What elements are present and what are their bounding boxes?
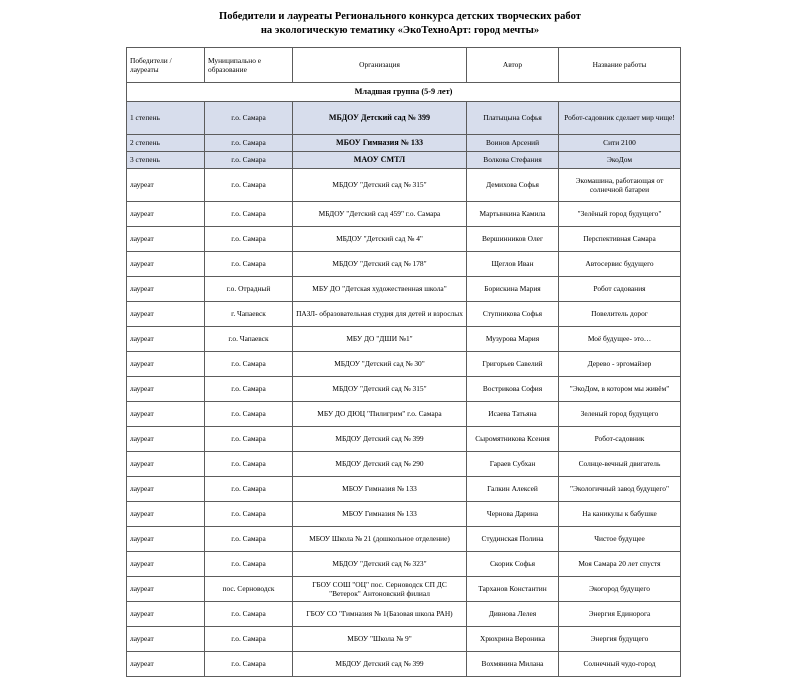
page-title-line-2: на экологическую тематику «ЭкоТехноАрт: город мечты» (260, 25, 540, 36)
row-author: Чернова Дарина (467, 502, 559, 527)
row-work: "Экологичный завод будущего" (559, 477, 681, 502)
row-author: Платыцына Софья (467, 102, 559, 135)
row-author: Гараев Субхан (467, 452, 559, 477)
row-municipality: г.о. Самара (205, 527, 293, 552)
row-municipality: г.о. Самара (205, 627, 293, 652)
row-work: Автосервис будущего (559, 252, 681, 277)
row-work: Дерево - эргомайзер (559, 352, 681, 377)
table-row (127, 277, 681, 302)
title-spacer (0, 38, 800, 47)
row-organization: МБДОУ "Детский сад № 30" (293, 352, 467, 377)
row-work: Солнечный чудо-город (559, 652, 681, 677)
row-place: лауреат (127, 402, 205, 427)
row-municipality: г.о. Самара (205, 502, 293, 527)
row-municipality: г.о. Самара (205, 652, 293, 677)
row-place: лауреат (127, 627, 205, 652)
table-row (127, 327, 681, 352)
row-author: Дивнова Лелея (467, 602, 559, 627)
row-work: Моя Самара 20 лет спустя (559, 552, 681, 577)
row-organization: МБОУ Гимназия № 133 (293, 477, 467, 502)
column-header-place: Победители / лауреаты (127, 48, 205, 83)
row-organization: МАОУ СМТЛ (293, 152, 467, 169)
table-row (127, 377, 681, 402)
row-municipality: г.о. Самара (205, 427, 293, 452)
row-organization: ГБОУ СО "Гимназия № 1(Базовая школа РАН) (293, 602, 467, 627)
row-municipality: г.о. Самара (205, 102, 293, 135)
row-work: Робот садования (559, 277, 681, 302)
table-row (127, 152, 681, 169)
row-place: лауреат (127, 169, 205, 202)
row-municipality: пос. Серноводск (205, 577, 293, 602)
row-organization: МБОУ "Школа № 9" (293, 627, 467, 652)
row-author: Щеглов Иван (467, 252, 559, 277)
row-organization: МБДОУ "Детский сад № 315" (293, 169, 467, 202)
row-work: Сити 2100 (559, 135, 681, 152)
row-work: Энергия будущего (559, 627, 681, 652)
row-municipality: г. Чапаевск (205, 302, 293, 327)
row-municipality: г.о. Самара (205, 552, 293, 577)
row-organization: МБДОУ "Детский сад № 315" (293, 377, 467, 402)
row-organization: ПАЗЛ- образовательная студия для детей и взрослых (293, 302, 467, 327)
table-header-row (127, 48, 681, 83)
row-organization: МБОУ Гимназия № 133 (293, 135, 467, 152)
row-author: Волкова Стефания (467, 152, 559, 169)
row-author: Галкин Алексей (467, 477, 559, 502)
row-author: Сыромятникова Ксения (467, 427, 559, 452)
row-municipality: г.о. Самара (205, 169, 293, 202)
table-row (127, 552, 681, 577)
column-header-organization: Организация (293, 48, 467, 83)
row-author: Демихова Софья (467, 169, 559, 202)
row-municipality: г.о. Отрадный (205, 277, 293, 302)
row-organization: МБДОУ Детский сад № 399 (293, 652, 467, 677)
table-row (127, 352, 681, 377)
row-work: Энергия Единорога (559, 602, 681, 627)
row-place: лауреат (127, 202, 205, 227)
row-place: лауреат (127, 577, 205, 602)
row-author: Скорик Софья (467, 552, 559, 577)
row-author: Музурова Мария (467, 327, 559, 352)
table-row (127, 135, 681, 152)
row-author: Тарханов Константин (467, 577, 559, 602)
row-work: Зеленый город будущего (559, 402, 681, 427)
row-municipality: г.о. Самара (205, 227, 293, 252)
row-place: лауреат (127, 302, 205, 327)
row-organization: МБДОУ "Детский сад 459" г.о. Самара (293, 202, 467, 227)
row-organization: ГБОУ СОШ "ОЦ" пос. Серноводск СП ДС "Ветерок" Антоновский филиал (293, 577, 467, 602)
row-work: Чистое будущее (559, 527, 681, 552)
row-author: Вохмянина Милана (467, 652, 559, 677)
table-row (127, 627, 681, 652)
row-work: "Зелёный город будущего" (559, 202, 681, 227)
table-row (127, 227, 681, 252)
row-place: лауреат (127, 552, 205, 577)
table-row (127, 652, 681, 677)
table-header (127, 48, 681, 83)
row-place: 3 степень (127, 152, 205, 169)
row-organization: МБДОУ Детский сад № 399 (293, 102, 467, 135)
row-author: Мартынкина Камила (467, 202, 559, 227)
row-work: Экогород будущего (559, 577, 681, 602)
row-organization: МБУ ДО ДЮЦ "Пилигрим" г.о. Самара (293, 402, 467, 427)
row-organization: МБОУ Школа № 21 (дошкольное отделение) (293, 527, 467, 552)
table-row (127, 427, 681, 452)
row-place: лауреат (127, 277, 205, 302)
row-organization: МБОУ Гимназия № 133 (293, 502, 467, 527)
row-municipality: г.о. Самара (205, 477, 293, 502)
row-municipality: г.о. Самара (205, 452, 293, 477)
table-row (127, 252, 681, 277)
page-title-line-1: Победители и лауреаты Регионального конкурса детских творческих работ (219, 11, 581, 22)
row-work: "ЭкоДом, в котором мы живём" (559, 377, 681, 402)
row-municipality: г.о. Самара (205, 352, 293, 377)
row-author: Исаева Татьяна (467, 402, 559, 427)
row-place: лауреат (127, 252, 205, 277)
group-heading-row (127, 83, 681, 102)
table-row (127, 502, 681, 527)
row-place: 2 степень (127, 135, 205, 152)
table-row (127, 302, 681, 327)
row-place: лауреат (127, 652, 205, 677)
row-work: Робот-садовник сделает мир чище! (559, 102, 681, 135)
table-row (127, 452, 681, 477)
row-author: Воинов Арсений (467, 135, 559, 152)
row-municipality: г.о. Самара (205, 377, 293, 402)
row-author: Вершинников Олег (467, 227, 559, 252)
row-work: Моё будущее- это… (559, 327, 681, 352)
table-row (127, 527, 681, 552)
table-row (127, 477, 681, 502)
row-work: Экомашина, работающая от солнечной батареи (559, 169, 681, 202)
row-place: лауреат (127, 377, 205, 402)
row-work: Перспективная Самара (559, 227, 681, 252)
winners-table (126, 47, 681, 677)
table-row (127, 102, 681, 135)
row-place: лауреат (127, 452, 205, 477)
table-row (127, 402, 681, 427)
row-author: Борискина Мария (467, 277, 559, 302)
row-author: Хрюхрина Вероника (467, 627, 559, 652)
row-municipality: г.о. Самара (205, 135, 293, 152)
row-municipality: г.о. Самара (205, 202, 293, 227)
row-organization: МБДОУ "Детский сад № 4" (293, 227, 467, 252)
row-work: Робот-садовник (559, 427, 681, 452)
row-place: лауреат (127, 327, 205, 352)
row-place: 1 степень (127, 102, 205, 135)
row-work: ЭкоДом (559, 152, 681, 169)
row-work: На каникулы к бабушке (559, 502, 681, 527)
row-municipality: г.о. Самара (205, 152, 293, 169)
row-municipality: г.о. Самара (205, 252, 293, 277)
row-organization: МБДОУ "Детский сад № 178" (293, 252, 467, 277)
row-municipality: г.о. Самара (205, 602, 293, 627)
table-body (127, 83, 681, 677)
row-organization: МБДОУ Детский сад № 290 (293, 452, 467, 477)
row-place: лауреат (127, 527, 205, 552)
group-heading-label: Младшая группа (5-9 лет) (127, 83, 681, 102)
row-organization: МБДОУ "Детский сад № 323" (293, 552, 467, 577)
row-place: лауреат (127, 227, 205, 252)
row-author: Ступникова Софья (467, 302, 559, 327)
row-organization: МБУ ДО "Детская художественная школа" (293, 277, 467, 302)
row-work: Повелитель дорог (559, 302, 681, 327)
row-organization: МБУ ДО "ДШИ №1" (293, 327, 467, 352)
column-header-municipality: Муниципально е образование (205, 48, 293, 83)
page-title (120, 10, 680, 38)
row-place: лауреат (127, 427, 205, 452)
table-row (127, 169, 681, 202)
row-place: лауреат (127, 602, 205, 627)
row-work: Солнце-вечный двигатель (559, 452, 681, 477)
row-place: лауреат (127, 352, 205, 377)
column-header-author: Автор (467, 48, 559, 83)
row-municipality: г.о. Чапаевск (205, 327, 293, 352)
row-municipality: г.о. Самара (205, 402, 293, 427)
row-place: лауреат (127, 477, 205, 502)
row-author: Студинская Полина (467, 527, 559, 552)
table-row (127, 577, 681, 602)
row-author: Григорьев Савелий (467, 352, 559, 377)
row-author: Вострикова София (467, 377, 559, 402)
row-organization: МБДОУ Детский сад № 399 (293, 427, 467, 452)
column-header-work: Название работы (559, 48, 681, 83)
table-row (127, 602, 681, 627)
row-place: лауреат (127, 502, 205, 527)
table-row (127, 202, 681, 227)
